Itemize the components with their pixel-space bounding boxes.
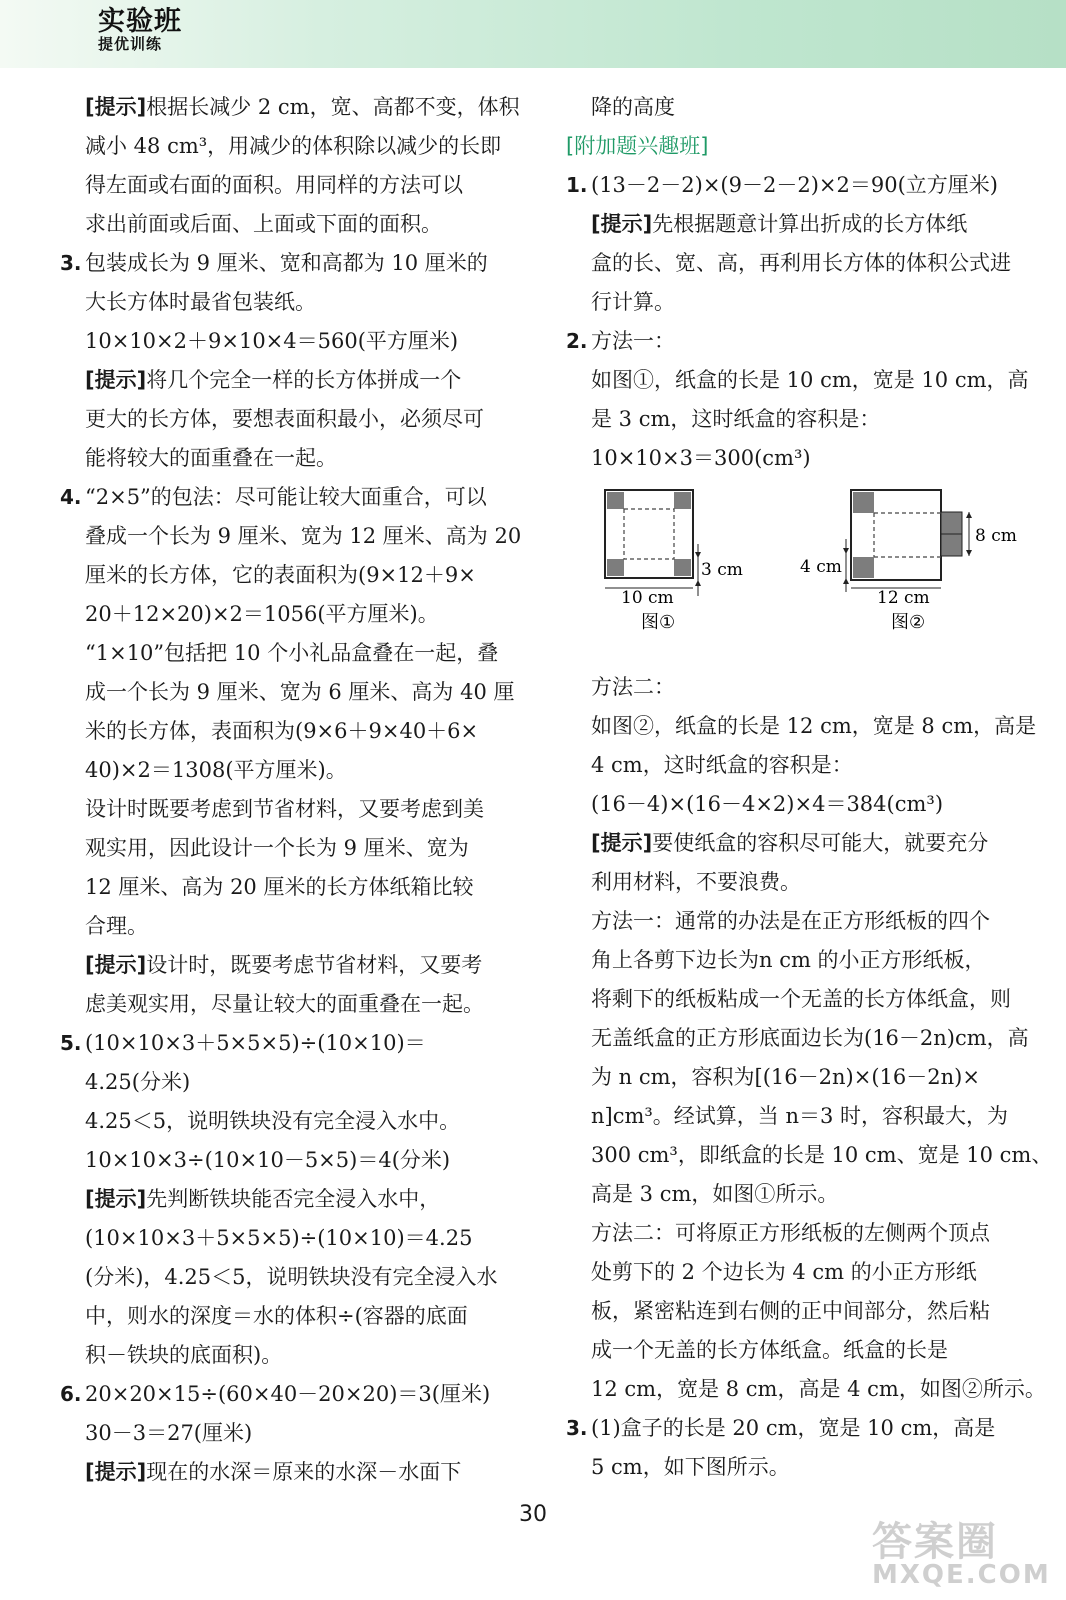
text-line: 中，则水的深度＝水的体积÷(容器的底面 (85, 1304, 468, 1328)
fig1-corner-square (607, 559, 624, 576)
text-line: [提示]先判断铁块能否完全浸入水中， (85, 1187, 441, 1211)
text-line: 10×10×2＋9×10×4＝560(平方厘米) (85, 329, 459, 353)
fig2-corner-square (853, 557, 874, 578)
text-line: 方法二：可将原正方形纸板的左侧两个顶点 (591, 1221, 990, 1245)
text-line: 观实用，因此设计一个长为 9 厘米、宽为 (85, 836, 469, 860)
text-line: 4.25(分米) (85, 1070, 191, 1094)
text-line: 10×10×3＝300(cm³) (591, 446, 811, 470)
watermark-logo: 答案圈 (872, 1519, 998, 1565)
text-line: 利用材料，不要浪费。 (591, 870, 801, 894)
question-number: 5. (60, 1031, 82, 1055)
hint-tag: [提示] (591, 212, 653, 236)
text-line: 300 cm³，即纸盒的长是 10 cm、宽是 10 cm、 (591, 1143, 1053, 1167)
arrow-icon (966, 512, 972, 518)
page-number: 30 (519, 1502, 547, 1527)
fig2-moved-square (941, 512, 962, 534)
text-line: 求出前面或后面、上面或下面的面积。 (85, 212, 442, 236)
text-line: 将剩下的纸板粘成一个无盖的长方体纸盒，则 (591, 987, 1011, 1011)
text-line: 5 cm，如下图所示。 (591, 1455, 790, 1479)
text-line: 30－3＝27(厘米) (85, 1421, 253, 1445)
fig2-bottom-label: 12 cm (877, 588, 930, 608)
hint-tag: [提示] (85, 1460, 147, 1484)
text-line: (1)盒子的长是 20 cm，宽是 10 cm，高是 (591, 1416, 996, 1440)
text-line: [提示]设计时，既要考虑节省材料，又要考 (85, 953, 483, 977)
brand-title: 实验班 (98, 6, 182, 37)
arrow-icon (966, 550, 972, 556)
text-line: n]cm³。经试算，当 n＝3 时，容积最大，为 (591, 1104, 1009, 1128)
fig2-left-label: 4 cm (800, 557, 842, 577)
text-line: 20×20×15÷(60×40－20×20)＝3(厘米) (85, 1382, 491, 1406)
fig2-moved-square (941, 534, 962, 556)
figure-1 (605, 490, 743, 633)
text-line: 盒的长、宽、高，再利用长方体的体积公式进 (591, 251, 1011, 275)
text-line: 降的高度 (591, 95, 675, 119)
text-line: 减小 48 cm³，用减少的体积除以减少的长即 (85, 134, 502, 158)
text-line: 方法二： (591, 675, 675, 699)
text-line: 得左面或右面的面积。用同样的方法可以 (85, 173, 463, 197)
fig2-right-label: 8 cm (975, 526, 1017, 546)
bonus-question-3 (566, 1409, 1046, 1448)
fig1-side-label: 3 cm (701, 560, 743, 580)
text-line: 行计算。 (591, 290, 675, 314)
text-line: “1×10”包括把 10 个小礼品盒叠在一起，叠 (85, 641, 499, 665)
text-line: 4.25＜5，说明铁块没有完全浸入水中。 (85, 1109, 461, 1133)
fig1-bottom-label: 10 cm (621, 588, 674, 608)
text-line: 如图①，纸盒的长是 10 cm，宽是 10 cm，高 (591, 368, 1029, 392)
arrow-icon (843, 578, 849, 584)
text-line: 虑美观实用，尽量让较大的面重叠在一起。 (85, 992, 484, 1016)
question-6 (60, 1375, 540, 1414)
left-column (60, 88, 540, 1492)
text-line: 方法一：通常的办法是在正方形纸板的四个 (591, 909, 990, 933)
bonus-question-1 (566, 166, 1046, 205)
figure-area (566, 478, 1046, 668)
text-line: [提示]现在的水深＝原来的水深－水面下 (85, 1460, 462, 1484)
text-line: 包装成长为 9 厘米、宽和高都为 10 厘米的 (85, 251, 488, 275)
fig2-corner-square (853, 492, 874, 513)
figure-2 (800, 490, 1017, 633)
text-line: 40)×2＝1308(平方厘米)。 (85, 758, 347, 782)
question-number: 3. (60, 251, 82, 275)
text-line: 能将较大的面重叠在一起。 (85, 446, 337, 470)
question-number: 4. (60, 485, 82, 509)
bonus-question-2 (566, 322, 1046, 361)
hint-tag: [提示] (85, 368, 147, 392)
arrow-icon (695, 552, 701, 558)
section-heading: [附加题兴趣班] (566, 134, 709, 158)
fig1-corner-square (674, 492, 691, 509)
hint-tag: [提示] (85, 95, 147, 119)
text-line: 合理。 (85, 914, 148, 938)
question-number: 3. (566, 1416, 588, 1440)
text-line: (分米)，4.25＜5，说明铁块没有完全浸入水 (85, 1265, 498, 1289)
right-column (566, 88, 1053, 1487)
text-line: 角上各剪下边长为n cm 的小正方形纸板， (591, 948, 986, 972)
text-line: 为 n cm，容积为[(16－2n)×(16－2n)× (591, 1065, 980, 1089)
fig1-corner-square (607, 492, 624, 509)
text-line: 10×10×3÷(10×10－5×5)＝4(分米) (85, 1148, 451, 1172)
fig2-caption: 图② (891, 612, 926, 633)
text-line: 板，紧密粘连到右侧的正中间部分，然后粘 (591, 1299, 990, 1323)
text-line: (10×10×3＋5×5×5)÷(10×10)＝4.25 (85, 1226, 473, 1250)
text-line: 更大的长方体，要想表面积最小，必须尽可 (85, 407, 484, 431)
text-line: 叠成一个长为 9 厘米、宽为 12 厘米、高为 20 (85, 524, 522, 548)
text-line: [提示]要使纸盒的容积尽可能大，就要充分 (591, 831, 989, 855)
fig1-fold-lines (624, 509, 674, 559)
text-line: 4 cm，这时纸盒的容积是： (591, 753, 853, 777)
text-line: 成一个无盖的长方体纸盒。纸盒的长是 (591, 1338, 948, 1362)
question-number: 6. (60, 1382, 82, 1406)
book-logo (98, 8, 182, 52)
text-line: 12 cm，宽是 8 cm，高是 4 cm，如图②所示。 (591, 1377, 1046, 1401)
text-line: 成一个长为 9 厘米、宽为 6 厘米、高为 40 厘 (85, 680, 515, 704)
text-line: [提示]先根据题意计算出折成的长方体纸 (591, 212, 968, 236)
watermark (872, 1519, 1051, 1590)
cut-paper-figures (591, 484, 1031, 664)
text-line: (10×10×3＋5×5×5)÷(10×10)＝ (85, 1031, 426, 1055)
text-line: 方法一： (591, 329, 675, 353)
question-number: 1. (566, 173, 588, 197)
text-line: 无盖纸盒的正方形底面边长为(16－2n)cm，高 (591, 1026, 1029, 1050)
text-line: 米的长方体，表面积为(9×6＋9×40＋6× (85, 719, 479, 743)
text-line: [提示]根据长减少 2 cm，宽、高都不变，体积 (85, 95, 520, 119)
text-line: “2×5”的包法：尽可能让较大面重合，可以 (85, 485, 487, 509)
question-4 (60, 478, 540, 517)
watermark-url: MXQE.COM (872, 1560, 1051, 1590)
text-line: (16－4)×(16－4×2)×4＝384(cm³) (591, 792, 944, 816)
text-line: [提示]将几个完全一样的长方体拼成一个 (85, 368, 462, 392)
text-line: 厘米的长方体，它的表面积为(9×12＋9× (85, 563, 476, 587)
hint-tag: [提示] (85, 1187, 147, 1211)
text-line: 大长方体时最省包装纸。 (85, 290, 316, 314)
hint-tag: [提示] (591, 831, 653, 855)
text-line: 是 3 cm，这时纸盒的容积是： (591, 407, 881, 431)
brand-subtitle: 提优训练 (98, 35, 163, 53)
hint-tag: [提示] (85, 953, 147, 977)
text-line: 设计时既要考虑到节省材料，又要考虑到美 (85, 797, 484, 821)
text-line: 如图②，纸盒的长是 12 cm，宽是 8 cm，高是 (591, 714, 1037, 738)
text-line: 20＋12×20)×2＝1056(平方厘米)。 (85, 602, 439, 626)
text-line: 处剪下的 2 个边长为 4 cm 的小正方形纸 (591, 1260, 977, 1284)
question-3 (60, 244, 540, 283)
question-number: 2. (566, 329, 588, 353)
question-5 (60, 1024, 540, 1063)
text-line: 12 厘米、高为 20 厘米的长方体纸箱比较 (85, 875, 474, 899)
arrow-icon (695, 580, 701, 586)
text-line: (13－2－2)×(9－2－2)×2＝90(立方厘米) (591, 173, 998, 197)
fig1-corner-square (674, 559, 691, 576)
arrow-icon (843, 548, 849, 554)
fig1-caption: 图① (641, 612, 676, 633)
text-line: 高是 3 cm，如图①所示。 (591, 1182, 839, 1206)
text-line: 积－铁块的底面积)。 (85, 1343, 283, 1367)
